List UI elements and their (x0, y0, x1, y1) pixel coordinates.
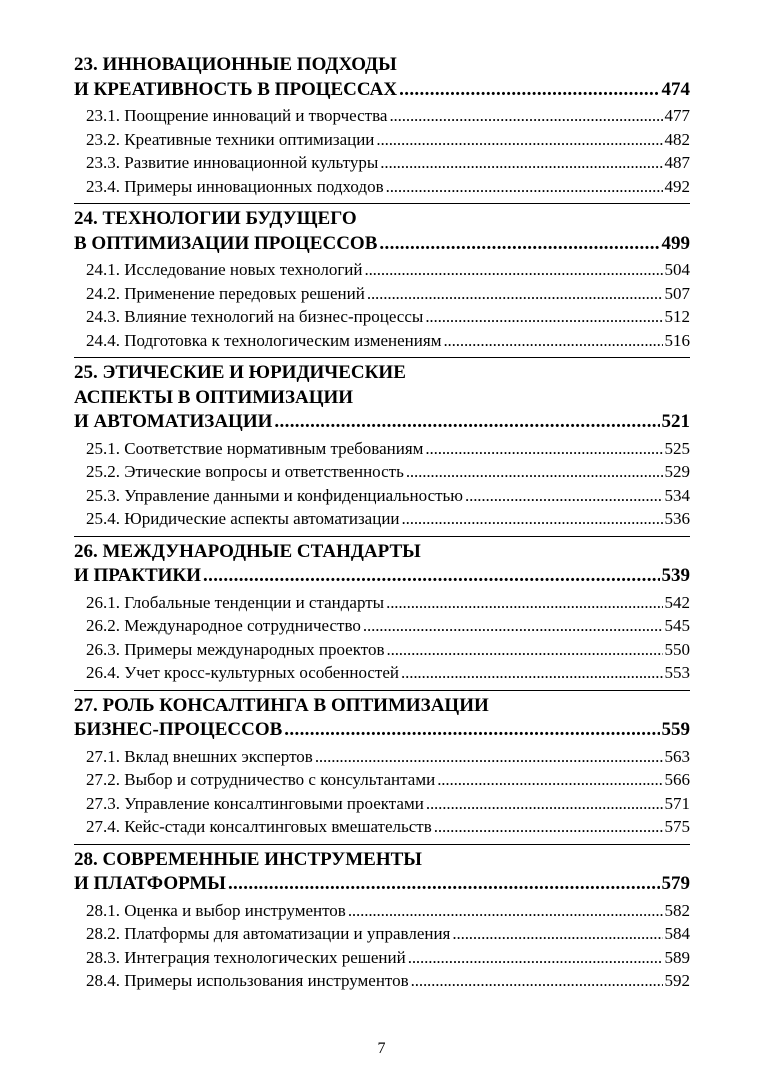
entry-title: 25.3. Управление данными и конфиденциальностью (86, 485, 463, 505)
chapter-title-line: И ПРАКТИКИ (74, 565, 201, 586)
toc-entry (86, 484, 690, 508)
dot-leader (465, 484, 663, 508)
chapter-title-row (74, 78, 690, 103)
dot-leader (389, 104, 662, 128)
toc-entry (86, 614, 690, 638)
chapter-title-row (74, 718, 690, 743)
chapter-page: 579 (661, 873, 690, 894)
section-list (74, 897, 690, 998)
dot-leader (434, 815, 663, 839)
entry-page: 542 (664, 592, 690, 612)
entry-page: 525 (664, 438, 690, 458)
chapter-title-line: И КРЕАТИВНОСТЬ В ПРОЦЕССАХ (74, 78, 398, 100)
chapter-title-row (74, 872, 690, 897)
entry-page: 545 (664, 616, 690, 635)
entry-title: 27.1. Вклад внешних экспертов (86, 746, 313, 766)
entry-title: 23.3. Развитие инновационной культуры (86, 153, 379, 172)
chapter-28 (74, 844, 690, 998)
toc-entry (86, 507, 690, 531)
toc-entry (86, 922, 690, 946)
toc-entry (86, 899, 690, 923)
dot-leader (425, 305, 662, 329)
chapter-title-line: 27. РОЛЬ КОНСАЛТИНГА В ОПТИМИЗАЦИИ (74, 694, 489, 716)
dot-leader (228, 872, 660, 897)
dot-leader (364, 258, 662, 282)
chapter-title-line: 25. ЭТИЧЕСКИЕ И ЮРИДИЧЕСКИЕ (74, 362, 406, 383)
chapter-27 (74, 690, 690, 844)
section-list (74, 102, 690, 203)
entry-page: 563 (664, 746, 690, 766)
section-list (74, 743, 690, 844)
dot-leader (386, 175, 663, 199)
dot-leader (386, 591, 662, 615)
entry-title: 25.1. Соответствие нормативным требованиям (86, 438, 424, 458)
dot-leader (425, 437, 662, 461)
dot-leader (426, 792, 663, 816)
toc-entry (86, 591, 690, 615)
entry-page: 529 (664, 462, 690, 481)
dot-leader (376, 128, 662, 152)
entry-page: 516 (664, 330, 690, 350)
entry-title: 24.2. Применение передовых решений (86, 283, 365, 303)
chapter-23 (74, 53, 690, 203)
entry-page: 477 (664, 106, 690, 125)
entry-page: 566 (664, 770, 690, 789)
dot-leader (408, 946, 663, 970)
section-list (74, 589, 690, 690)
entry-page: 536 (664, 509, 690, 528)
entry-title: 27.2. Выбор и сотрудничество с консультантами (86, 770, 436, 789)
dot-leader (363, 614, 663, 638)
chapter-title-line: БИЗНЕС-ПРОЦЕССОВ (74, 719, 283, 740)
dot-leader (379, 232, 659, 257)
chapter-title-line: 24. ТЕХНОЛОГИИ БУДУЩЕГО (74, 208, 357, 229)
dot-leader (380, 151, 662, 175)
chapter-title-row (74, 564, 690, 589)
entry-title: 26.4. Учет кросс-культурных особенностей (86, 663, 400, 682)
entry-title: 27.4. Кейс-стади консалтинговых вмешательств (86, 817, 432, 836)
chapter-24 (74, 203, 690, 357)
toc-entry (86, 460, 690, 484)
toc-entry (86, 104, 690, 128)
chapter-title-line: И АВТОМАТИЗАЦИИ (74, 411, 273, 432)
entry-page: 492 (664, 176, 690, 196)
dot-leader (406, 460, 663, 484)
toc-entry (86, 437, 690, 461)
dot-leader (452, 922, 662, 946)
dot-leader (203, 564, 660, 589)
entry-title: 25.4. Юридические аспекты автоматизации (86, 509, 400, 528)
entry-page: 507 (664, 283, 690, 303)
chapter-page: 474 (661, 78, 690, 100)
toc-entry (86, 946, 690, 970)
section-list (74, 435, 690, 536)
table-of-contents (74, 53, 690, 998)
entry-page: 592 (664, 971, 690, 990)
dot-leader (402, 507, 663, 531)
toc-entry (86, 815, 690, 839)
chapter-title-line: 28. СОВРЕМЕННЫЕ ИНСТРУМЕНТЫ (74, 848, 422, 870)
dot-leader (315, 745, 663, 769)
entry-title: 23.2. Креативные техники оптимизации (86, 129, 375, 149)
chapter-title-row (74, 232, 690, 257)
toc-entry (86, 128, 690, 152)
chapter-25 (74, 357, 690, 536)
entry-page: 584 (664, 924, 690, 943)
entry-page: 550 (664, 639, 690, 659)
page-number: 7 (377, 1040, 386, 1057)
dot-leader (411, 969, 663, 993)
section-list (74, 256, 690, 357)
chapter-page: 539 (661, 565, 690, 586)
dot-leader (437, 768, 662, 792)
toc-entry (86, 258, 690, 282)
dot-leader (387, 638, 663, 662)
chapter-title-line: 26. МЕЖДУНАРОДНЫЕ СТАНДАРТЫ (74, 540, 421, 562)
entry-page: 571 (664, 793, 690, 813)
entry-page: 482 (664, 129, 690, 149)
entry-page: 487 (664, 153, 690, 172)
entry-title: 24.1. Исследование новых технологий (86, 260, 363, 279)
toc-entry (86, 282, 690, 306)
chapter-page: 559 (661, 719, 690, 740)
toc-entry (86, 768, 690, 792)
chapter-page: 521 (661, 411, 690, 432)
toc-entry (86, 151, 690, 175)
entry-title: 26.3. Примеры международных проектов (86, 639, 385, 659)
entry-title: 27.3. Управление консалтинговыми проектами (86, 793, 424, 813)
entry-title: 26.2. Международное сотрудничество (86, 616, 361, 635)
dot-leader (443, 329, 662, 353)
toc-entry (86, 792, 690, 816)
dot-leader (284, 718, 659, 743)
toc-entry (86, 745, 690, 769)
entry-page: 582 (664, 900, 690, 920)
dot-leader (367, 282, 663, 306)
entry-title: 28.3. Интеграция технологических решений (86, 947, 406, 967)
chapter-title-line: АСПЕКТЫ В ОПТИМИЗАЦИИ (74, 386, 354, 408)
dot-leader (274, 410, 659, 435)
dot-leader (348, 899, 663, 923)
entry-title: 26.1. Глобальные тенденции и стандарты (86, 592, 385, 612)
toc-entry (86, 305, 690, 329)
entry-page: 504 (664, 260, 690, 279)
chapter-title-line: В ОПТИМИЗАЦИИ ПРОЦЕССОВ (74, 232, 378, 254)
entry-title: 24.4. Подготовка к технологическим изменениям (86, 330, 442, 350)
entry-title: 28.1. Оценка и выбор инструментов (86, 900, 346, 920)
entry-title: 24.3. Влияние технологий на бизнес-процессы (86, 307, 424, 326)
entry-page: 589 (664, 947, 690, 967)
toc-entry (86, 175, 690, 199)
chapter-title-line: 23. ИННОВАЦИОННЫЕ ПОДХОДЫ (74, 54, 397, 75)
chapter-title-line: И ПЛАТФОРМЫ (74, 873, 226, 894)
chapter-26 (74, 536, 690, 690)
dot-leader (401, 661, 662, 685)
toc-entry (86, 661, 690, 685)
entry-title: 25.2. Этические вопросы и ответственность (86, 462, 404, 481)
entry-title: 28.4. Примеры использования инструментов (86, 971, 409, 990)
toc-entry (86, 638, 690, 662)
dot-leader (399, 78, 659, 103)
entry-title: 28.2. Платформы для автоматизации и управления (86, 924, 451, 943)
entry-title: 23.1. Поощрение инноваций и творчества (86, 106, 388, 125)
chapter-title-row (74, 410, 690, 435)
chapter-page: 499 (661, 232, 690, 254)
entry-page: 575 (664, 817, 690, 836)
entry-title: 23.4. Примеры инновационных подходов (86, 176, 384, 196)
entry-page: 512 (664, 307, 690, 326)
entry-page: 534 (664, 485, 690, 505)
entry-page: 553 (664, 663, 690, 682)
toc-entry (86, 329, 690, 353)
toc-entry (86, 969, 690, 993)
